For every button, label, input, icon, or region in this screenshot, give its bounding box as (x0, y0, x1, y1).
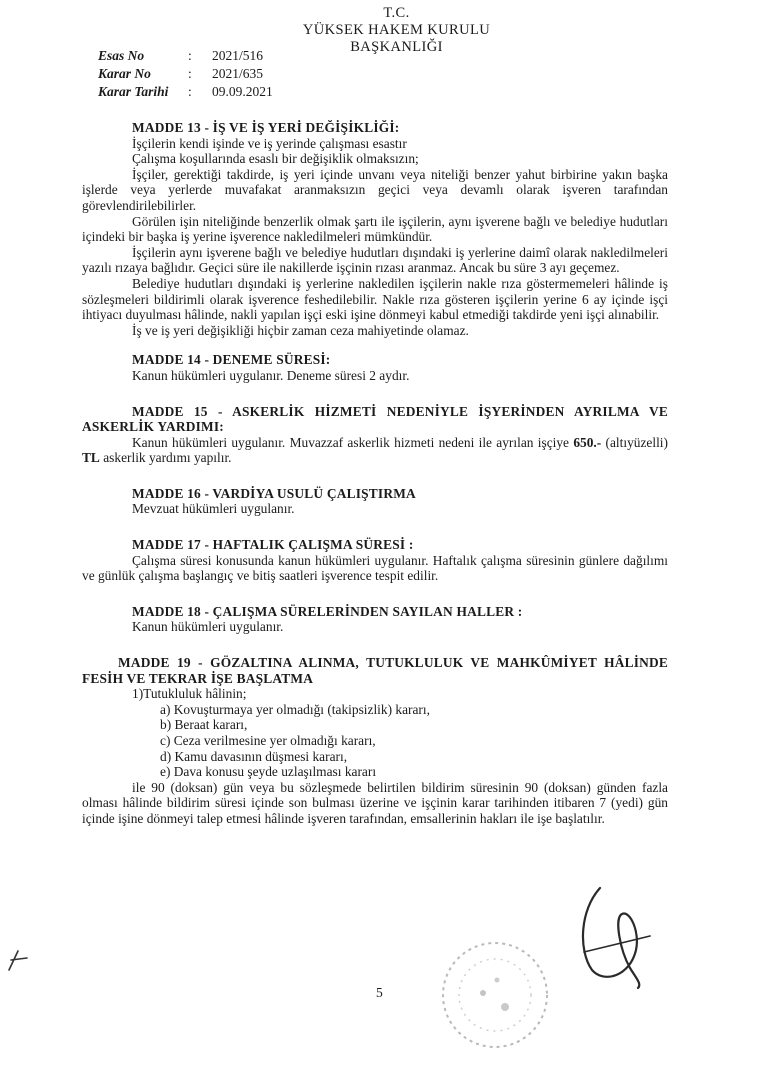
meta-label: Karar No (98, 66, 151, 81)
list-item: e) Dava konusu şeyde uzlaşılması kararı (160, 764, 377, 780)
text-span: Kanun hükümleri uygulanır. Muvazzaf askerlik hizmeti nedeni ile ayrılan işçiye (132, 434, 574, 450)
condition-list (82, 702, 668, 780)
article-19-title: MADDE 19 - GÖZALTINA ALINMA, TUTUKLULUK VE MAHKÛMİYET HÂLİNDE FESİH VE TEKRAR İŞE BAŞLATMA (82, 655, 668, 686)
meta-value: 2021/516 (212, 48, 264, 63)
paragraph: 1)Tutukluluk hâlinin; (132, 686, 247, 702)
meta-sep: : (188, 66, 192, 81)
article-17 (82, 537, 668, 584)
paragraph: Kanun hükümleri uygulanır. (132, 619, 284, 635)
paragraph: İşçilerin kendi işinde ve iş yerinde çalışması esastır (132, 135, 407, 151)
paragraph: Mevzuat hükümleri uygulanır. (132, 501, 295, 517)
seal-stamp-icon (435, 935, 555, 1055)
meta-label: Karar Tarihi (98, 84, 169, 99)
list-item: d) Kamu davasının düşmesi kararı, (160, 748, 348, 764)
article-18 (82, 604, 668, 635)
meta-row-esas (98, 47, 273, 65)
page-number: 5 (376, 985, 383, 1000)
document-body (82, 120, 668, 827)
paragraph: İşçiler, gerektiği takdirde, iş yeri içinde unvanı veya niteliği benzer yahut birbirine yakın başka işlerde veya yerlerde muvafakat aranmaksızın geçici veya devamlı olarak işveren tarafından görevlendirilebilirler. (82, 166, 668, 213)
list-item: b) Beraat kararı, (160, 717, 248, 733)
paragraph: Çalışma süresi konusunda kanun hükümleri uygulanır. Haftalık çalışma süresinin günlere dağılımı ve günlük çalışma başlangıç ve bitiş saatleri işverence tespit edilir. (82, 552, 668, 584)
article-17-title: MADDE 17 - HAFTALIK ÇALIŞMA SÜRESİ : (132, 537, 414, 553)
meta-value: 2021/635 (212, 66, 264, 81)
paragraph: İşçilerin aynı işverene bağlı ve belediye hudutları dışındaki iş yerlerine daimî olarak nakledilmeleri yazılı rızaya bağlıdır. Geçici süre ile nakillerde işçinin rızası aranmaz. Ancak bu süre 3 ayı geçemez. (82, 244, 668, 276)
meta-row-tarih (98, 83, 273, 101)
meta-sep: : (188, 84, 192, 99)
paragraph: ile 90 (doksan) gün veya bu sözleşmede belirtilen bildirim süresinin 90 (doksan) günden fazla olması hâlinde bildirim süresi içinde son bulması üzerine ve işçinin karar tarihinden itibaren 7 (yedi) gün içinde işine dönmeyi talep etmesi hâlinde işveren tarafından, emsallerinin hakları ile işe başlatılır. (82, 779, 668, 826)
article-13 (82, 120, 668, 338)
paragraph: İş ve iş yeri değişikliği hiçbir zaman ceza mahiyetinde olamaz. (132, 322, 469, 338)
article-19 (82, 655, 668, 827)
paragraph: Kanun hükümleri uygulanır. Deneme süresi 2 aydır. (132, 367, 410, 383)
meta-value: 09.09.2021 (212, 84, 273, 99)
signature-icon (570, 880, 660, 990)
article-15 (82, 404, 668, 466)
text-span: askerlik yardımı yapılır. (99, 450, 232, 466)
case-meta (98, 47, 273, 101)
paragraph: Çalışma koşullarında esaslı bir değişiklik olmaksızın; (132, 151, 419, 167)
amount: 650.- (573, 434, 602, 450)
article-13-title: MADDE 13 - İŞ VE İŞ YERİ DEĞİŞİKLİĞİ: (132, 120, 400, 135)
header-tc: T.C. (383, 5, 410, 21)
text-span: (altıyüzelli) (601, 434, 668, 450)
margin-mark-icon (5, 948, 31, 974)
header-institution: YÜKSEK HAKEM KURULU (302, 22, 491, 38)
article-16-title: MADDE 16 - VARDİYA USULÜ ÇALIŞTIRMA (132, 485, 416, 501)
header-presidency: BAŞKANLIĞI (350, 39, 443, 55)
paragraph: Belediye hudutları dışındaki iş yerlerine nakledilen işçilerin nakle rıza göstermemeleri hâlinde iş sözleşmeleri bildirimli olarak işverence feshedilebilir. Nakle rıza gösteren işçilerin yerine 6 ay içinde işçi ihtiyacı duyulması hâlinde, nakli yapılan işçi eski işine dönmeyi kabul etmediği takdirde yeni işçi alınabilir. (82, 275, 668, 323)
paragraph (82, 435, 668, 466)
article-14 (82, 352, 668, 383)
meta-row-karar (98, 65, 273, 83)
meta-label: Esas No (98, 48, 145, 63)
article-18-title: MADDE 18 - ÇALIŞMA SÜRELERİNDEN SAYILAN HALLER : (132, 603, 523, 619)
paragraph: Görülen işin niteliğinde benzerlik olmak şartı ile işçilerin, aynı işverene bağlı ve belediye hudutları içindeki bir başka iş yerine işverence nakledilmeleri mümkündür. (82, 213, 668, 245)
currency: TL (82, 450, 100, 466)
list-item: a) Kovuşturmaya yer olmadığı (takipsizlik) kararı, (160, 701, 430, 717)
article-15-title: MADDE 15 - ASKERLİK HİZMETİ NEDENİYLE İŞYERİNDEN AYRILMA VE ASKERLİK YARDIMI: (82, 403, 668, 435)
article-16 (82, 486, 668, 517)
meta-sep: : (188, 48, 192, 63)
list-item: c) Ceza verilmesine yer olmadığı kararı, (160, 733, 376, 748)
article-14-title: MADDE 14 - DENEME SÜRESİ: (132, 352, 331, 368)
